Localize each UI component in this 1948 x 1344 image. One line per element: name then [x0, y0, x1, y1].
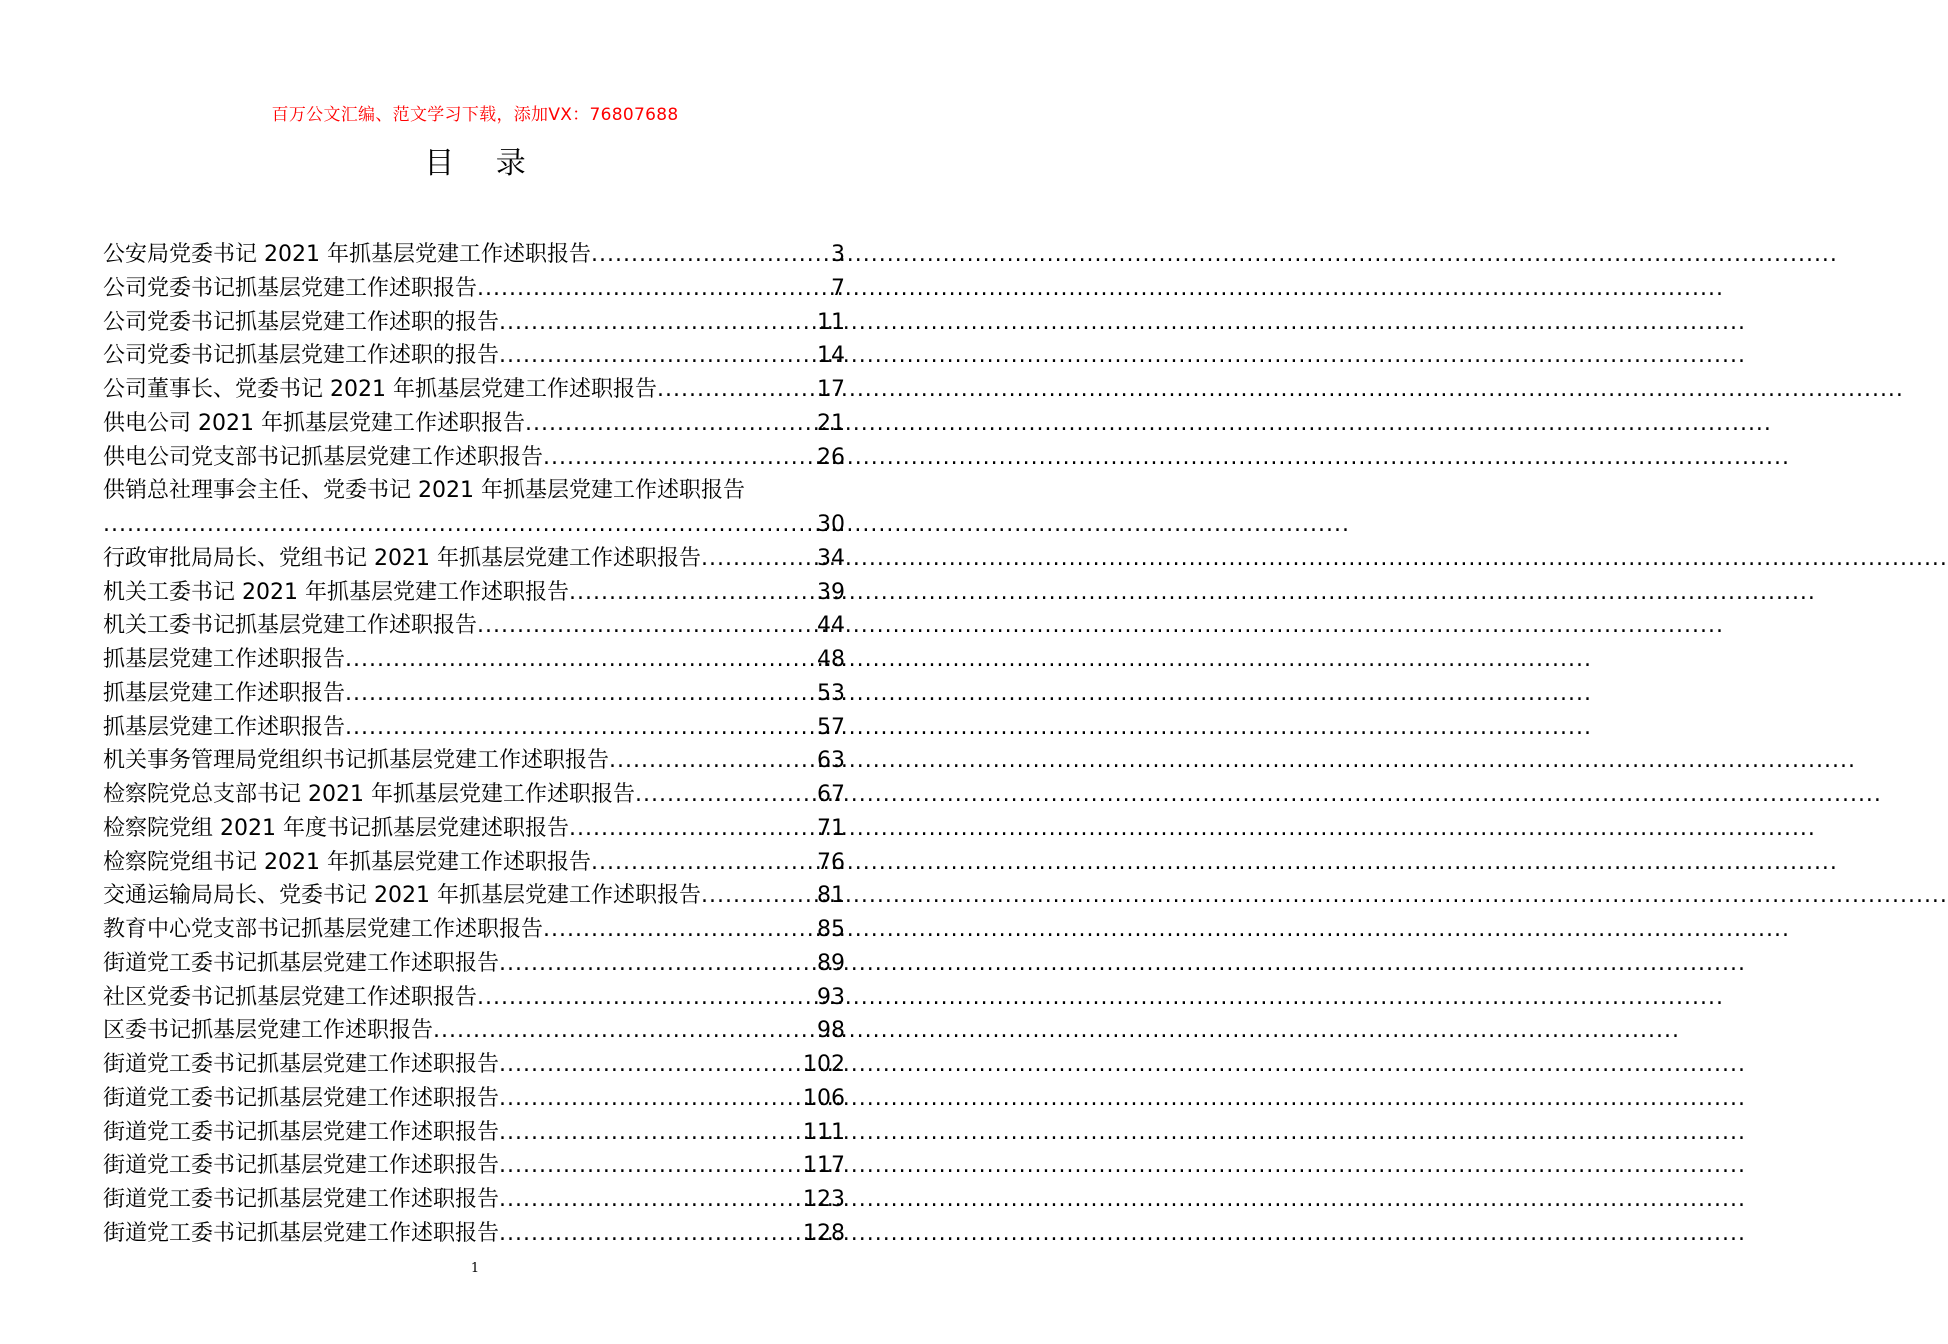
toc-entry[interactable] — [103, 441, 845, 475]
toc-entry-page: 57 — [817, 714, 845, 740]
toc-entry-title: 检察院党组 2021 年度书记抓基层党建述职报告 — [103, 815, 569, 841]
toc-entry-page: 128 — [803, 1220, 845, 1246]
toc-entry[interactable] — [103, 306, 845, 340]
toc-entry-page: 106 — [803, 1085, 845, 1111]
toc-entry[interactable] — [103, 643, 845, 677]
toc-entry[interactable] — [103, 339, 845, 373]
page-number: 1 — [470, 1261, 480, 1276]
toc-dot-leader — [701, 542, 815, 576]
toc-entry-title: 街道党工委书记抓基层党建工作述职报告 — [103, 1187, 500, 1212]
toc-entry-title: 区委书记抓基层党建工作述职报告 — [103, 1018, 434, 1044]
toc-entry-page: 111 — [803, 1119, 845, 1145]
toc-entry[interactable] — [103, 1116, 845, 1150]
toc-entry-title: 社区党委书记抓基层党建工作述职报告 — [103, 984, 478, 1010]
toc-entry[interactable] — [103, 272, 845, 306]
toc-entry-title: 机关工委书记抓基层党建工作述职报告 — [103, 613, 478, 639]
toc-entry-page: 98 — [817, 1018, 845, 1044]
toc-entry[interactable] — [103, 981, 845, 1015]
toc-dot-leader — [569, 576, 815, 610]
toc-dot-leader — [499, 1217, 801, 1251]
toc-entry-title: 公司董事长、党委书记 2021 年抓基层党建工作述职报告 — [103, 377, 657, 402]
toc-entry-title: 街道党工委书记抓基层党建工作述职报告 — [103, 1119, 500, 1145]
toc-entry-title: 街道党工委书记抓基层党建工作述职报告 — [103, 1153, 500, 1179]
toc-entry-title: 行政审批局局长、党组书记 2021 年抓基层党建工作述职报告 — [103, 545, 701, 571]
toc-entry-page: 39 — [817, 579, 845, 605]
toc-entry-title: 机关工委书记 2021 年抓基层党建工作述职报告 — [103, 579, 569, 605]
toc-dot-leader — [499, 339, 815, 373]
toc-entry-title: 检察院党总支部书记 2021 年抓基层党建工作述职报告 — [103, 782, 635, 807]
toc-entry[interactable] — [103, 744, 845, 778]
toc-entry-title: 公司党委书记抓基层党建工作述职报告 — [103, 275, 478, 301]
toc-entry-page: 76 — [817, 849, 845, 875]
table-of-contents — [103, 238, 845, 1251]
toc-entry-page: 34 — [817, 545, 845, 571]
toc-entry-title: 抓基层党建工作述职报告 — [103, 680, 346, 706]
toc-entry-page: 17 — [817, 377, 845, 402]
toc-entry[interactable] — [103, 1183, 845, 1217]
toc-entry-title: 检察院党组书记 2021 年抓基层党建工作述职报告 — [103, 849, 591, 875]
toc-dot-leader — [345, 677, 815, 711]
toc-entry-title: 教育中心党支部书记抓基层党建工作述职报告 — [103, 917, 544, 942]
toc-entry-title: 机关事务管理局党组织书记抓基层党建工作述职报告 — [103, 748, 610, 774]
toc-entry[interactable] — [103, 913, 845, 947]
page-title: 目 录 — [424, 146, 542, 181]
toc-entry-page: 48 — [817, 647, 845, 672]
toc-entry[interactable] — [103, 947, 845, 981]
toc-entry-title: 抓基层党建工作述职报告 — [103, 647, 346, 672]
download-banner: 百万公文汇编、范文学习下载，添加VX：76807688 — [271, 105, 679, 125]
toc-entry[interactable] — [103, 846, 845, 880]
toc-dot-leader — [499, 1183, 801, 1217]
toc-entry[interactable] — [103, 879, 845, 913]
toc-dot-leader — [499, 947, 815, 981]
toc-entry-title: 公司党委书记抓基层党建工作述职的报告 — [103, 309, 500, 335]
toc-dot-leader — [499, 306, 815, 340]
toc-entry-page: 123 — [803, 1187, 845, 1212]
toc-entry-title: 街道党工委书记抓基层党建工作述职报告 — [103, 1220, 500, 1246]
toc-dot-leader — [103, 508, 815, 542]
toc-dot-leader — [609, 744, 815, 778]
toc-dot-leader — [525, 407, 815, 441]
toc-entry-page: 81 — [817, 883, 845, 909]
toc-entry-page: 26 — [817, 444, 845, 470]
toc-entry-page: 93 — [817, 984, 845, 1010]
toc-entry[interactable] — [103, 609, 845, 643]
toc-entry-page: 53 — [817, 680, 845, 706]
toc-entry-title: 供电公司党支部书记抓基层党建工作述职报告 — [103, 444, 544, 470]
toc-entry-page: 11 — [817, 309, 845, 335]
toc-entry[interactable] — [103, 1217, 845, 1251]
toc-entry[interactable] — [103, 677, 845, 711]
toc-entry-page: 44 — [817, 613, 845, 639]
toc-dot-leader — [635, 778, 815, 812]
toc-dot-leader — [499, 1082, 801, 1116]
toc-dot-leader — [499, 1116, 801, 1150]
toc-entry-page: 89 — [817, 950, 845, 976]
toc-dot-leader — [345, 711, 815, 745]
toc-dot-leader — [477, 609, 815, 643]
toc-entry-page: 3 — [831, 242, 845, 267]
toc-entry-title: 供销总社理事会主任、党委书记 2021 年抓基层党建工作述职报告 — [103, 478, 745, 504]
toc-dot-leader — [433, 1014, 815, 1048]
toc-dot-leader — [657, 373, 815, 407]
toc-entry-page: 30 — [817, 512, 845, 537]
toc-entry-title: 交通运输局局长、党委书记 2021 年抓基层党建工作述职报告 — [103, 883, 701, 909]
toc-entry-page: 85 — [817, 917, 845, 942]
toc-dot-leader — [543, 913, 815, 947]
toc-entry-title: 街道党工委书记抓基层党建工作述职报告 — [103, 1085, 500, 1111]
toc-entry-title: 供电公司 2021 年抓基层党建工作述职报告 — [103, 410, 525, 436]
toc-entry-page: 63 — [817, 748, 845, 774]
toc-entry[interactable] — [103, 373, 845, 407]
toc-entry[interactable] — [103, 238, 845, 272]
toc-dot-leader — [591, 846, 815, 880]
toc-entry-title: 街道党工委书记抓基层党建工作述职报告 — [103, 1052, 500, 1077]
toc-entry[interactable] — [103, 812, 845, 846]
toc-entry-page: 21 — [817, 410, 845, 436]
toc-entry-page: 67 — [817, 782, 845, 807]
toc-entry-title: 公司党委书记抓基层党建工作述职的报告 — [103, 343, 500, 369]
toc-entry-page: 14 — [817, 343, 845, 369]
toc-entry[interactable] — [103, 576, 845, 610]
toc-entry[interactable] — [103, 1014, 845, 1048]
toc-entry[interactable] — [103, 407, 845, 441]
toc-entry[interactable] — [103, 542, 845, 576]
toc-dot-leader — [591, 238, 829, 272]
toc-entry-page: 117 — [803, 1153, 845, 1179]
toc-dot-leader — [477, 981, 815, 1015]
toc-dot-leader — [477, 272, 829, 306]
toc-entry-page: 71 — [817, 815, 845, 841]
toc-entry[interactable] — [103, 1149, 845, 1183]
toc-entry-page: 102 — [803, 1052, 845, 1077]
toc-entry[interactable] — [103, 1082, 845, 1116]
toc-entry[interactable] — [103, 1048, 845, 1082]
toc-dot-leader — [499, 1048, 801, 1082]
toc-entry-page: 7 — [831, 275, 845, 301]
toc-entry[interactable] — [103, 778, 845, 812]
toc-dot-leader — [543, 441, 815, 475]
toc-dot-leader — [569, 812, 815, 846]
toc-dot-leader — [701, 879, 815, 913]
toc-entry[interactable] — [103, 711, 845, 745]
toc-entry-title: 抓基层党建工作述职报告 — [103, 714, 346, 740]
toc-entry[interactable] — [103, 474, 845, 542]
toc-entry-title: 公安局党委书记 2021 年抓基层党建工作述职报告 — [103, 242, 591, 267]
toc-dot-leader — [499, 1149, 801, 1183]
toc-entry-title: 街道党工委书记抓基层党建工作述职报告 — [103, 950, 500, 976]
toc-dot-leader — [345, 643, 815, 677]
